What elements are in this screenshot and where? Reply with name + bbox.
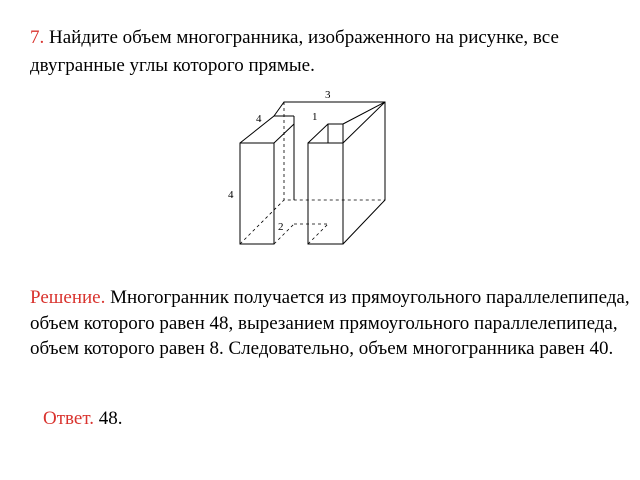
right-prism-top [308,124,343,143]
problem-statement [30,24,630,80]
right-top-diagonal-front [343,102,385,143]
label-height: 4 [228,189,234,201]
solution-block [30,285,630,362]
problem-text: Найдите объем многогранника, изображенного на рисунке, все двугранные углы которого прямые. [30,27,559,76]
label-notch-depth: 2 [278,221,284,233]
label-top-width: 3 [325,89,331,101]
answer-label: Ответ. [43,408,94,429]
hidden-base-back [240,200,385,244]
right-top-diagonal [343,102,385,124]
label-notch-width: 1 [312,111,318,123]
left-prism-top [240,116,294,143]
right-prism-front-face [308,143,343,244]
hidden-notch-left [274,224,294,244]
hidden-notch-right [308,224,328,244]
left-prism-front-face [240,143,274,244]
polyhedron-drawing [220,86,400,256]
answer-value: 48. [98,408,123,429]
answer-block [43,406,122,432]
solution-text: Многогранник получается из прямоугольного параллелепипеда, объем которого равен 48, вырезанием прямоугольного параллелепипеда, объем которого равен 8. Следовательно, объем многогранника равен 40. [30,287,630,359]
polyhedron-figure [220,86,400,256]
problem-number: 7. [30,27,45,48]
back-outline [274,102,385,244]
solution-label: Решение. [30,287,106,308]
label-left-depth: 4 [256,113,262,125]
